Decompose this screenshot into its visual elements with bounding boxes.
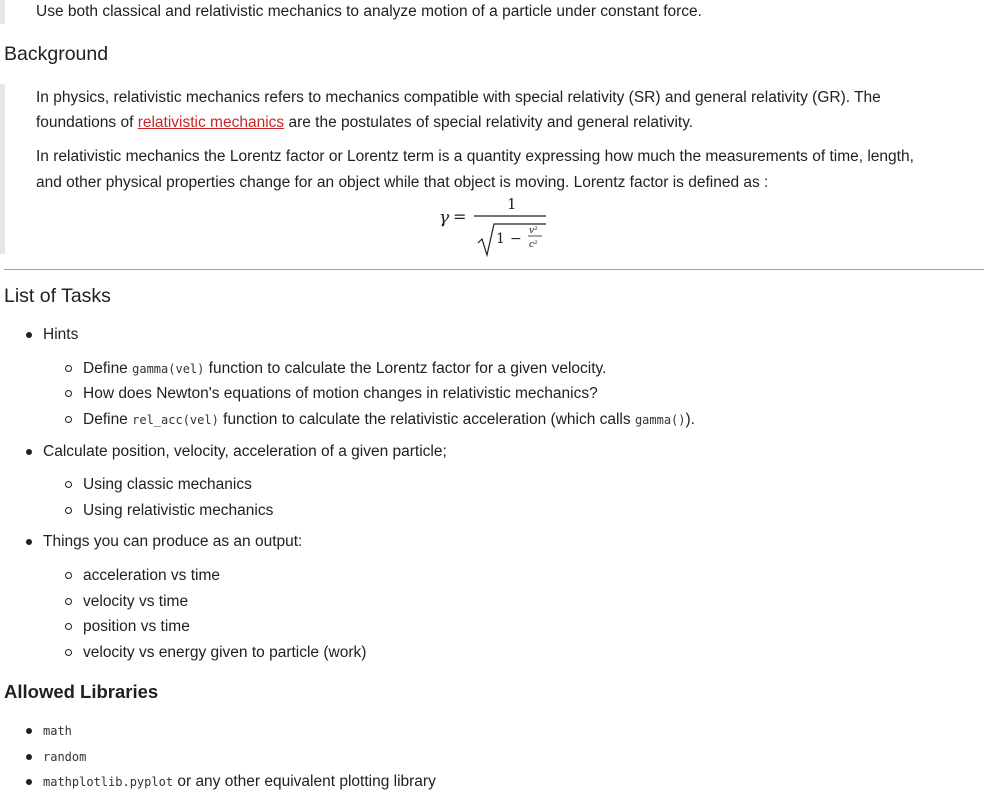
formula-one: 1 — [496, 231, 505, 247]
formula-gamma: γ — [439, 208, 450, 228]
formula-numerator: 1 — [507, 195, 517, 213]
calc-item-classic: Using classic mechanics — [83, 476, 252, 493]
background-p1-line1: In physics, relativistic mechanics refers to mechanics compatible with special relativity (SR) and general relativity (GR). The — [36, 89, 881, 106]
output-acceleration: acceleration vs time — [83, 567, 220, 584]
background-p2-line1: In relativistic mechanics the Lorentz factor or Lorentz term is a quantity expressing how much the measurements of time, length, — [36, 148, 914, 165]
p1-line2-post: are the postulates of special relativity and general relativity. — [284, 114, 694, 131]
hint1-pre: Define — [83, 360, 133, 377]
section-divider — [4, 269, 984, 270]
formula-minus: − — [510, 231, 522, 247]
library-pyplot — [43, 772, 436, 792]
hint3-code: rel_acc(vel) — [132, 413, 219, 427]
libraries-heading: Allowed Libraries — [4, 681, 159, 702]
calculate-item: Calculate position, velocity, acceleration of a given particle; — [43, 443, 447, 460]
hint3-mid: function to calculate the relativistic acceleration (which calls — [218, 411, 635, 428]
formula-v2: v² — [529, 226, 538, 236]
relativistic-mechanics-link[interactable]: relativistic mechanics — [137, 114, 285, 131]
background-p2-line2: and other physical properties change for an object while that object is moving. Lorentz factor is defined as : — [36, 174, 769, 191]
library-math-code: math — [43, 724, 72, 738]
hint-rel-acc — [83, 410, 695, 430]
library-random — [43, 747, 86, 767]
hint3-pre: Define — [83, 411, 133, 428]
output-position: position vs time — [83, 618, 190, 635]
intro-quote — [0, 0, 705, 24]
intro-text: Use both classical and relativistic mechanics to analyze motion of a particle under constant force. — [36, 3, 702, 20]
library-pyplot-text: or any other equivalent plotting library — [173, 773, 436, 790]
library-random-code: random — [43, 750, 87, 764]
background-heading: Background — [4, 43, 109, 65]
hint1-code: gamma(vel) — [132, 362, 205, 376]
hint-newton: How does Newton's equations of motion changes in relativistic mechanics? — [83, 385, 598, 402]
calc-item-relativistic: Using relativistic mechanics — [83, 502, 274, 519]
tasks-heading: List of Tasks — [4, 285, 111, 307]
output-velocity: velocity vs time — [83, 593, 189, 610]
background-p1-line2 — [36, 110, 693, 135]
library-math — [43, 721, 72, 741]
hints-item: Hints — [43, 326, 79, 343]
hint3-post: ). — [685, 411, 695, 428]
hint1-post: function to calculate the Lorentz factor for a given velocity. — [204, 360, 607, 377]
output-energy: velocity vs energy given to particle (work) — [83, 644, 367, 661]
hint3-code2: gamma() — [634, 413, 686, 427]
output-item: Things you can produce as an output: — [43, 533, 303, 550]
formula-c2: c² — [529, 240, 538, 250]
lorentz-formula — [430, 188, 560, 260]
library-pyplot-code: mathplotlib.pyplot — [43, 775, 174, 789]
formula-equals: = — [453, 207, 467, 226]
hint-gamma — [83, 359, 606, 379]
p1-line2-pre: foundations of — [36, 114, 138, 131]
